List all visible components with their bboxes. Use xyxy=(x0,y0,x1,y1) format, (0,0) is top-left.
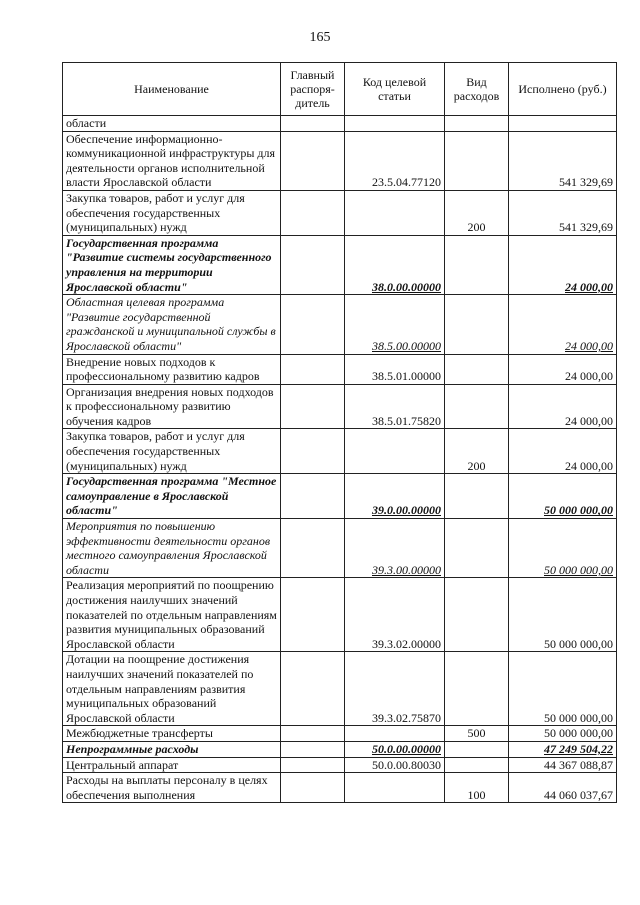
row-amount-cell: 50 000 000,00 xyxy=(509,474,617,519)
row-admin-cell xyxy=(281,652,345,726)
row-code-cell xyxy=(345,726,445,742)
row-amount-cell: 24 000,00 xyxy=(509,295,617,354)
row-kind-cell xyxy=(445,741,509,757)
header-amount: Исполнено (руб.) xyxy=(509,63,617,116)
budget-table xyxy=(62,62,617,803)
row-name-cell: Областная целевая программа "Развитие государственной гражданской и муниципальной службы в Ярославской области" xyxy=(63,295,281,354)
row-amount-cell: 50 000 000,00 xyxy=(509,726,617,742)
row-admin-cell xyxy=(281,190,345,235)
row-name-cell: Мероприятия по повышению эффективности деятельности органов местного самоуправления Ярославской области xyxy=(63,519,281,578)
row-amount-cell: 50 000 000,00 xyxy=(509,652,617,726)
table-row xyxy=(63,429,617,474)
table-row xyxy=(63,295,617,354)
row-kind-cell xyxy=(445,578,509,652)
row-name-cell: Закупка товаров, работ и услуг для обеспечения государственных (муниципальных) нужд xyxy=(63,429,281,474)
row-admin-cell xyxy=(281,773,345,803)
row-amount-cell: 24 000,00 xyxy=(509,384,617,429)
table-row xyxy=(63,519,617,578)
row-amount-cell: 44 367 088,87 xyxy=(509,757,617,773)
row-code-cell xyxy=(345,429,445,474)
row-kind-cell xyxy=(445,116,509,132)
row-admin-cell xyxy=(281,295,345,354)
row-code-cell: 39.3.02.75870 xyxy=(345,652,445,726)
table-row xyxy=(63,578,617,652)
row-amount-cell: 47 249 504,22 xyxy=(509,741,617,757)
row-admin-cell xyxy=(281,235,345,294)
row-amount-cell: 541 329,69 xyxy=(509,131,617,190)
table-row xyxy=(63,773,617,803)
header-admin: Главный распоря-дитель xyxy=(281,63,345,116)
row-admin-cell xyxy=(281,354,345,384)
row-name-cell: Непрограммные расходы xyxy=(63,741,281,757)
row-kind-cell: 200 xyxy=(445,429,509,474)
table-row xyxy=(63,190,617,235)
row-name-cell: Реализация мероприятий по поощрению достижения наилучших значений показателей по отдельным направлениям развития муниципальных образований Ярославской области xyxy=(63,578,281,652)
row-name-cell: Внедрение новых подходов к профессиональному развитию кадров xyxy=(63,354,281,384)
row-kind-cell xyxy=(445,474,509,519)
row-code-cell: 39.3.02.00000 xyxy=(345,578,445,652)
row-kind-cell xyxy=(445,757,509,773)
row-kind-cell xyxy=(445,235,509,294)
row-code-cell: 38.5.01.00000 xyxy=(345,354,445,384)
row-code-cell: 39.0.00.00000 xyxy=(345,474,445,519)
row-kind-cell xyxy=(445,384,509,429)
row-amount-cell xyxy=(509,116,617,132)
table-row xyxy=(63,131,617,190)
row-code-cell: 38.5.01.75820 xyxy=(345,384,445,429)
row-admin-cell xyxy=(281,384,345,429)
table-row xyxy=(63,757,617,773)
row-amount-cell: 44 060 037,67 xyxy=(509,773,617,803)
row-admin-cell xyxy=(281,519,345,578)
row-code-cell xyxy=(345,190,445,235)
header-name: Наименование xyxy=(63,63,281,116)
row-admin-cell xyxy=(281,131,345,190)
row-amount-cell: 24 000,00 xyxy=(509,354,617,384)
row-name-cell: Расходы на выплаты персоналу в целях обеспечения выполнения xyxy=(63,773,281,803)
row-admin-cell xyxy=(281,116,345,132)
table-row xyxy=(63,116,617,132)
table-header-row xyxy=(63,63,617,116)
table-row xyxy=(63,384,617,429)
row-code-cell: 50.0.00.00000 xyxy=(345,741,445,757)
row-amount-cell: 541 329,69 xyxy=(509,190,617,235)
header-code: Код целевой статьи xyxy=(345,63,445,116)
table-row xyxy=(63,741,617,757)
row-code-cell: 23.5.04.77120 xyxy=(345,131,445,190)
row-code-cell: 38.5.00.00000 xyxy=(345,295,445,354)
row-name-cell: Государственная программа "Развитие системы государственного управления на территории Ярославской области" xyxy=(63,235,281,294)
row-amount-cell: 50 000 000,00 xyxy=(509,578,617,652)
row-admin-cell xyxy=(281,726,345,742)
row-kind-cell: 100 xyxy=(445,773,509,803)
header-kind: Вид расходов xyxy=(445,63,509,116)
row-name-cell: Организация внедрения новых подходов к профессиональному развитию обучения кадров xyxy=(63,384,281,429)
row-kind-cell xyxy=(445,519,509,578)
row-admin-cell xyxy=(281,578,345,652)
row-name-cell: области xyxy=(63,116,281,132)
row-kind-cell: 500 xyxy=(445,726,509,742)
row-name-cell: Дотации на поощрение достижения наилучших значений показателей по отдельным направлениям развития муниципальных образований Ярославской области xyxy=(63,652,281,726)
row-code-cell xyxy=(345,116,445,132)
row-name-cell: Межбюджетные трансферты xyxy=(63,726,281,742)
row-amount-cell: 24 000,00 xyxy=(509,235,617,294)
table-row xyxy=(63,652,617,726)
row-name-cell: Обеспечение информационно-коммуникационной инфраструктуры для деятельности органов исполнительной власти Ярославской области xyxy=(63,131,281,190)
row-name-cell: Центральный аппарат xyxy=(63,757,281,773)
row-kind-cell xyxy=(445,295,509,354)
page-number: 165 xyxy=(309,30,331,45)
row-admin-cell xyxy=(281,757,345,773)
row-amount-cell: 24 000,00 xyxy=(509,429,617,474)
row-admin-cell xyxy=(281,474,345,519)
table-row xyxy=(63,235,617,294)
row-admin-cell xyxy=(281,429,345,474)
table-row xyxy=(63,474,617,519)
row-kind-cell: 200 xyxy=(445,190,509,235)
table-row xyxy=(63,726,617,742)
row-amount-cell: 50 000 000,00 xyxy=(509,519,617,578)
row-admin-cell xyxy=(281,741,345,757)
row-code-cell: 38.0.00.00000 xyxy=(345,235,445,294)
row-code-cell: 50.0.00.80030 xyxy=(345,757,445,773)
row-code-cell: 39.3.00.00000 xyxy=(345,519,445,578)
row-kind-cell xyxy=(445,652,509,726)
row-name-cell: Закупка товаров, работ и услуг для обеспечения государственных (муниципальных) нужд xyxy=(63,190,281,235)
row-kind-cell xyxy=(445,354,509,384)
row-name-cell: Государственная программа "Местное самоуправление в Ярославской области" xyxy=(63,474,281,519)
row-code-cell xyxy=(345,773,445,803)
row-kind-cell xyxy=(445,131,509,190)
table-row xyxy=(63,354,617,384)
